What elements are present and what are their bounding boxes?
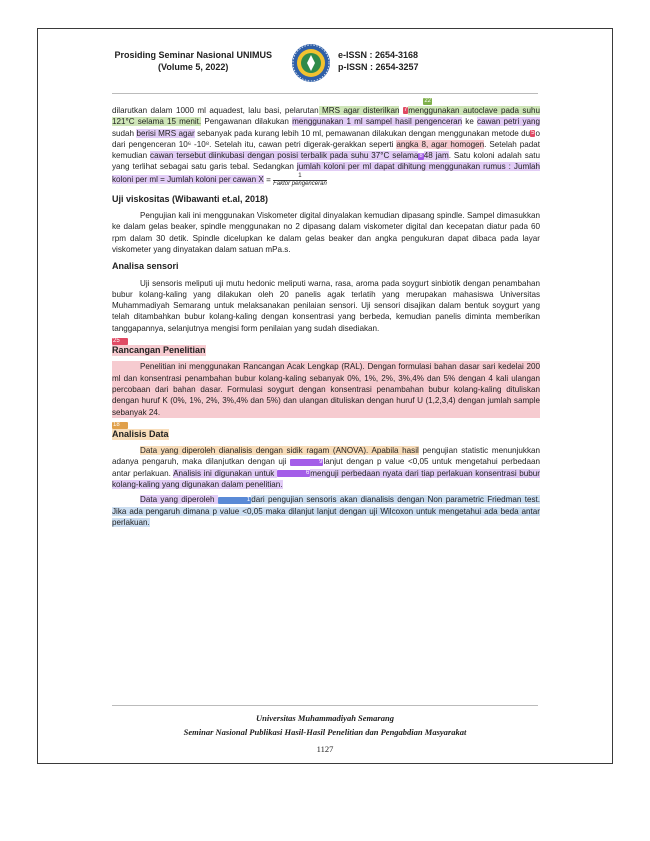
text-span: =: [263, 175, 274, 185]
annotation-badge[interactable]: 5: [531, 129, 535, 136]
highlight-span: menggunakan 1 ml sampel hasil pengenceran: [292, 117, 463, 127]
annotation-badge[interactable]: 18: [112, 422, 128, 429]
section-title-rancangan: Rancangan Penelitian: [112, 345, 206, 356]
highlight-span: cawan tersebut diinkubasi dengan posisi terbalik pada suhu 37°C selama: [150, 151, 419, 161]
proceeding-title: [114, 49, 272, 73]
annotation-badge[interactable]: 7: [403, 107, 408, 114]
proceeding-volume: (Volume 5, 2022): [158, 62, 229, 72]
annotation-badge[interactable]: 9: [290, 459, 323, 466]
fraction-denominator: Faktor pengenceran: [273, 180, 327, 187]
text-span: sudah: [112, 128, 137, 138]
section-title-sensori: Analisa sensori: [112, 261, 179, 272]
highlight-span: Analisis ini digunakan untuk: [173, 468, 277, 478]
footer-divider: [112, 705, 538, 706]
e-issn: e-ISSN : 2654-3168: [338, 50, 419, 60]
text-span: sebanyak pada kurang lebih 10 ml, pemawanan dilakukan dengan menggunakan metode du: [194, 128, 531, 138]
highlight-span: menggunakan autoclave pada suhu 121°C selama 15 menit.: [112, 106, 540, 127]
paragraph-sensori: Uji sensoris meliputi uji mutu hedonic meliputi warna, rasa, aroma pada soygurt sinbiotik dengan penambahan bubur kolang-kaling yang dilakukan oleh 20 panelis agak terlatih yang merupakan mahasiswa Universitas Muhammadiyah Semarang untuk melaksanakan penilaian sensori. Uji sensori disajikan dalam bentuk soygurt yang telah ditambahkan bubur kolang-kaling dengan konsentrasi yang berbeda, kemudian panelis diminta memberikan tanggapannya, selanjutnya mengisi form penilaian yang sudah disediakan.: [112, 278, 540, 333]
annotation-badge[interactable]: 25: [112, 338, 128, 345]
annotation-badge[interactable]: 1: [218, 497, 251, 504]
annotation-row: [112, 96, 432, 105]
highlight-span: menguji perbedaan nyata dari tiap perlakuan konsentrasi bubur kolang-kaling yang digunakan dalam penelitian.: [112, 468, 540, 490]
text-span: Pengawanan dilakukan: [201, 117, 293, 127]
text-span: dilarutkan dalam 1000 ml aquadest, lalu basi, pelarutan: [112, 106, 319, 115]
fraction-numerator: 1: [273, 173, 327, 181]
document-page: [37, 28, 613, 764]
paragraph-method: [112, 105, 540, 188]
highlight-span: angka 8, agar homogen: [396, 139, 485, 149]
text-span: o dari pengenceran 10⁶ -10⁸. Setelah itu, cawan petri digerak-gerakkan seperti: [112, 128, 540, 149]
header-divider: [112, 93, 538, 94]
footer-seminar: Seminar Nasional Publikasi Hasil-Hasil Penelitian dan Pengabdian Masyarakat: [183, 727, 467, 737]
page-number: 1127: [316, 744, 334, 754]
annotation-badge[interactable]: 22: [424, 98, 431, 105]
footer-university: Universitas Muhammadiyah Semarang: [256, 713, 394, 723]
highlight-span: jumlah koloni per ml dapat dihitung menggunakan rumus : Jumlah koloni per ml = Jumlah koloni per cawan X: [112, 162, 540, 185]
highlight-span: Data yang diperoleh dianalisis dengan sidik ragam (ANOVA). Apabila hasil: [140, 446, 419, 456]
proceeding-name: Prosiding Seminar Nasional UNIMUS: [114, 50, 272, 60]
text-span: lanjut dengan p value <0,05 untuk mengetahui perbedaan antar perlakuan.: [112, 457, 540, 478]
section-title-viskositas: Uji viskositas (Wibawanti et.al, 2018): [112, 193, 268, 204]
page-content: [112, 96, 540, 528]
annotation-badge[interactable]: 6: [277, 470, 310, 477]
highlight-span: berisi MRS agar: [136, 128, 195, 138]
text-span: ke: [462, 117, 478, 127]
unimus-seal-logo-icon: [291, 43, 331, 83]
paragraph-rancangan: Penelitian ini menggunakan Rancangan Acak Lengkap (RAL). Dengan formulasi bahan dasar sari kedelai 200 ml dan konsentrasi penambahan bubur kolang-kaling sebanyak 0%, 1%, 2%, 3%,4% dan 5% dengan 4 kali ulangan percobaan dari bahan dasar. Formulasi soygurt dengan konsentrasi penambahan bubur kolang-kaling dituliskan dengan huruf K (0%, 1%, 2%, 3%,4% dan 5%) dan ulangan dituliskan dengan huruf U (1,2,3,4) dengan jumlah sample sebanyak 24.: [112, 362, 540, 417]
page-header: [38, 43, 612, 95]
highlight-span: 48 jam: [423, 151, 449, 161]
text-span: pengujian statistic menunjukkan adanya pengaruh, maka dilanjutkan dengan uji: [112, 446, 540, 467]
page-footer: [38, 711, 612, 759]
p-issn: p-ISSN : 2654-3257: [338, 62, 419, 72]
paragraph-analisis-1: [112, 445, 540, 490]
text-span: . Satu koloni adalah satu yang terlihat sebagai satu garis tebal. Sedangkan: [112, 151, 541, 172]
highlight-span: cawan petri yang: [477, 117, 541, 127]
issn-block: [338, 49, 419, 73]
highlight-span: dari pengujian sensoris akan dianalisis dengan Non parametric Friedman test. Jika ada pengaruh dimana p value <0,05 maka dilanjut: [112, 495, 540, 516]
section-title-analisis: Analisis Data: [112, 428, 169, 439]
highlight-span: lanjut dengan uji Wilcoxon untuk mengetahui ada beda antar perlakuan.: [112, 506, 540, 527]
highlight-span: MRS agar disterilkan: [318, 106, 400, 115]
formula-fraction: [273, 173, 327, 188]
text-span: . Setelah padat kemudian: [112, 139, 541, 161]
paragraph-viskositas: Pengujian kali ini menggunakan Viskometer digital dinyalakan kemudian dipasang spindle. Sampel dimasukkan ke dalam gelas beaker, spindle menggunakan no 2 dipasang dalam viskometer digital dan kecepatan diatur pada 60 rpm dalam 30 detik. Spindle dicelupkan ke dalam gelas beaker dan angka pengukuran dapat dibaca pada layar viskometer yang dinyatakan dalam satuan mPa.s.: [112, 211, 540, 254]
highlight-span: Data yang diperoleh: [140, 495, 218, 505]
paragraph-analisis-2: [112, 494, 540, 528]
annotation-badge[interactable]: 8: [419, 152, 423, 159]
